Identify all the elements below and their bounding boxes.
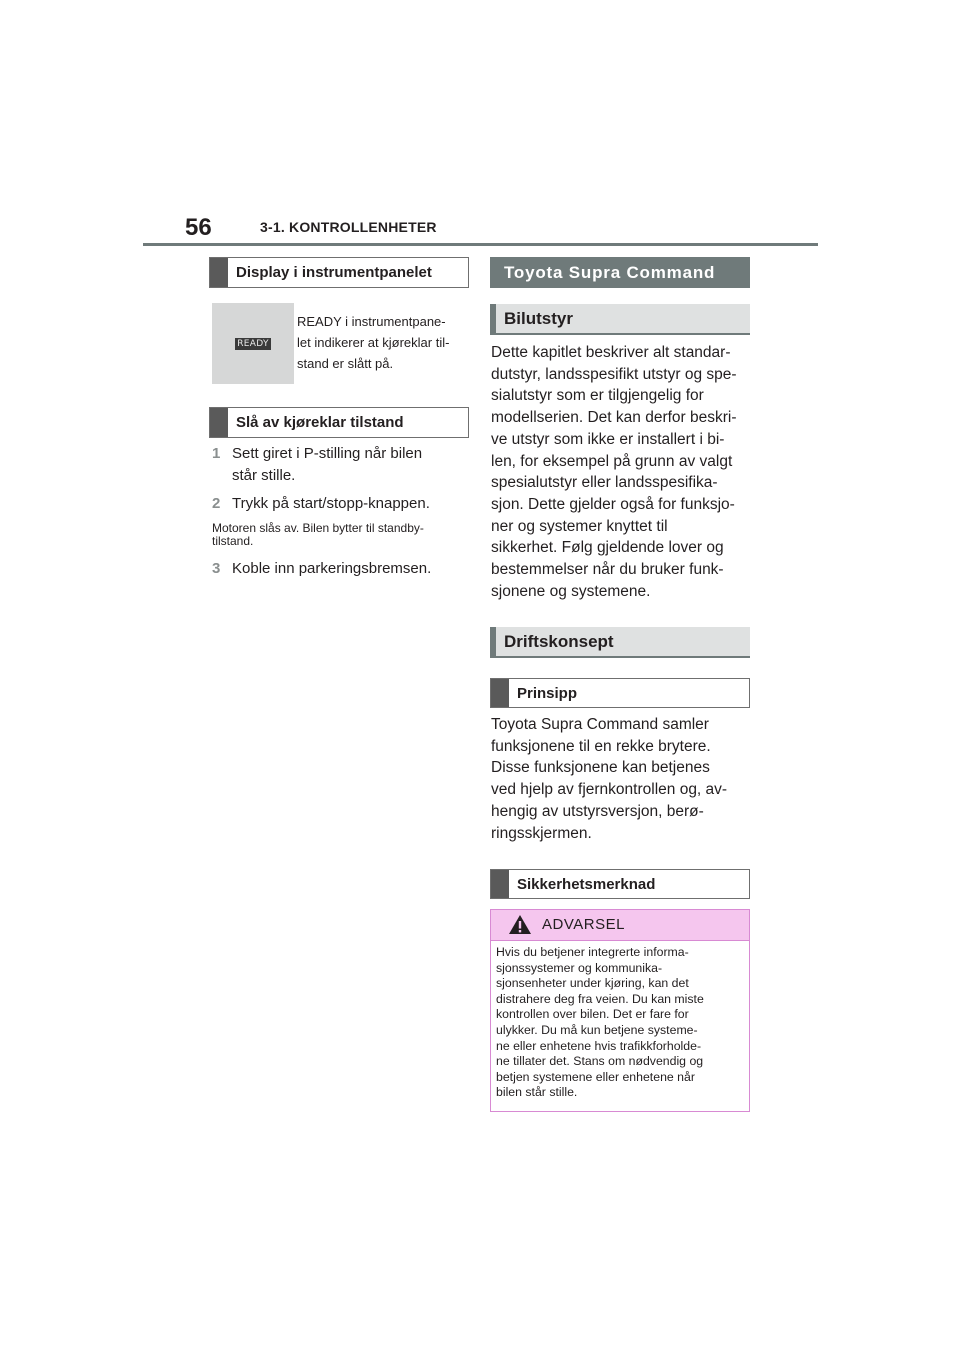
note-line: tilstand. [212,534,254,548]
text-line: sikkerhet. Følg gjeldende lover og [491,539,724,557]
prinsipp-paragraph [491,714,753,844]
warning-line: ne tillater det. Stans om nødvendig og [496,1054,704,1069]
warning-line: distrahere deg fra veien. Du kan miste [496,991,704,1006]
step-number: 2 [212,495,221,512]
warning-line: sjonsenheter under kjøring, kan det [496,976,689,991]
step-text: Koble inn parkeringsbremsen. [232,560,432,577]
warning-line: bilen står stille. [496,1085,578,1100]
step-text: Trykk på start/stopp-knappen. [232,495,430,512]
text-line: hengig av utstyrsversjon, berø- [491,802,704,820]
chapter-title: 3-1. KONTROLLENHETER [260,219,437,235]
warning-line: sjonssystemer og kommunika- [496,960,663,975]
ready-indicator-image [212,303,294,384]
step-1 [212,443,422,487]
off-heading [209,407,469,438]
bilutstyr-heading [490,304,750,335]
text-line: bestemmelser når du bruker funk- [491,561,724,579]
ready-badge: READY [235,338,271,350]
prinsipp-heading-text: Prinsipp [517,684,578,702]
header-divider [143,243,818,246]
warning-line: ne eller enhetene hvis trafikkforholde- [496,1038,702,1053]
warning-text [496,945,744,1101]
text-line: spesialutstyr eller landsspesifika- [491,474,718,492]
text-line: ve utstyr som ikke er installert i bi- [491,430,725,448]
step-3 [212,558,431,580]
ready-caption [297,311,469,374]
supra-command-heading: Toyota Supra Command [490,257,750,288]
text-line: Toyota Supra Command samler [491,716,709,733]
driftskonsept-heading [490,627,750,658]
text-line: sialutstyr som er tilgjengelig for [491,387,704,405]
warning-header [491,910,749,941]
off-heading-text: Slå av kjøreklar tilstand [236,414,404,431]
step-number: 3 [212,560,221,577]
page-number: 56 [185,214,212,241]
text-line: ved hjelp av fjernkontrollen og, av- [491,781,728,799]
prinsipp-heading [490,678,750,708]
warning-box [490,909,750,1112]
bilutstyr-heading-text: Bilutstyr [504,308,573,328]
step-text: Sett giret i P-stilling når bilen [232,445,423,462]
text-line: funksjonene til en rekke brytere. [491,737,711,755]
caption-line: READY i instrumentpane- [297,314,446,329]
text-line: Dette kapitlet beskriver alt standar- [491,344,731,361]
bilutstyr-paragraph [491,342,753,602]
warning-line: betjen systemene eller enhetene når [496,1069,695,1084]
caption-line: let indikerer at kjøreklar til- [297,335,450,350]
sikkerhet-heading [490,869,750,899]
text-line: sjon. Dette gjelder også for funksjo- [491,495,735,513]
warning-triangle-icon [508,914,532,935]
display-heading-text: Display i instrumentpanelet [236,264,432,281]
text-line: modellserien. Det kan derfor beskri- [491,409,737,427]
warning-line: kontrollen over bilen. Det er fare for [496,1007,689,1022]
display-heading [209,257,469,288]
text-line: Disse funksjonene kan betjenes [491,759,710,777]
text-line: sjonene og systemene. [491,582,651,600]
sikkerhet-heading-text: Sikkerhetsmerknad [517,875,656,893]
text-line: len, for eksempel på grunn av valgt [491,452,733,470]
step-note [212,522,467,548]
note-line: Motoren slås av. Bilen bytter til standby- [212,521,424,535]
warning-line: Hvis du betjener integrerte informa- [496,945,689,959]
step-number: 1 [212,445,221,462]
warning-title: ADVARSEL [542,916,625,933]
step-2 [212,493,430,515]
step-text: står stille. [232,467,296,484]
text-line: dutstyr, landsspesifikt utstyr og spe- [491,365,737,383]
caption-line: stand er slått på. [297,356,394,371]
text-line: ner og systemer knyttet til [491,517,668,535]
driftskonsept-heading-text: Driftskonsept [504,631,614,651]
text-line: ringsskjermen. [491,824,592,842]
warning-line: ulykker. Du må kun betjene systeme- [496,1022,698,1037]
